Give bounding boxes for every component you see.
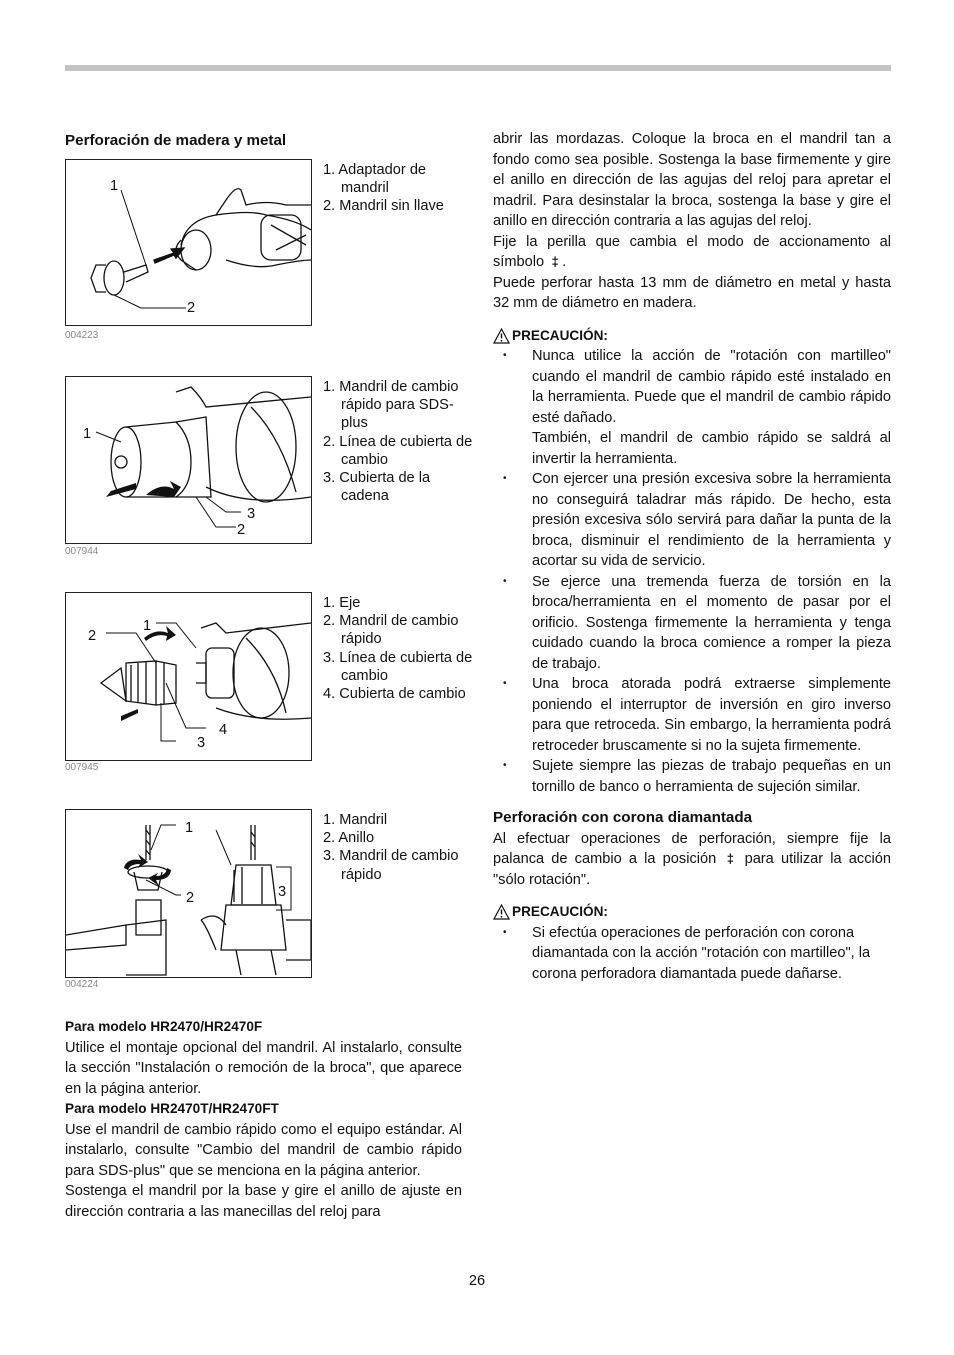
warning-triangle-icon — [493, 328, 510, 344]
callout-3: 3 — [278, 884, 287, 900]
figure-chuck-ring — [65, 809, 312, 978]
page-number: 26 — [468, 1273, 486, 1289]
list-item: • Con ejercer una presión excesiva sobre la herramienta no conseguirá taladrar más rápido. De hecho, esta presión excesiva sólo servirá para dañar la punta de la broca, disminuir el rendimiento de la herramienta y acortar su vida de servicio. — [503, 471, 891, 569]
figure-keyless-chuck — [65, 159, 312, 326]
callout-2: 2 — [237, 522, 246, 538]
drill-mode-symbol-icon: ‡ — [726, 851, 735, 866]
heading-drilling-wood-metal: Perforación de madera y metal — [65, 132, 287, 149]
caution-heading: PRECAUCIÓN: — [493, 326, 891, 347]
list-item: • Nunca utilice la acción de "rotación con martilleo" cuando el mandril de cambio rápido esté instalado en la herramienta. Puede que el mandril de cambio rápido esté dañado. También, el mandril de cambio rápido se saldrá al invertir la herramienta. — [503, 348, 891, 467]
figure-legend: 1. Adaptador de mandril 2. Mandril sin llave — [323, 162, 444, 215]
figure-code: 007944 — [65, 546, 99, 557]
list-item: • Una broca atorada podrá extraerse simplemente poniendo el interruptor de inversión en giro inverso para que retroceda. Sin embargo, la herramienta podrá retroceder bruscamente si no la sujeta firmemente. — [503, 676, 891, 754]
paragraph: Puede perforar hasta 13 mm de diámetro en metal y hasta 32 mm de diámetro en madera. — [493, 274, 891, 311]
paragraph-diamond: Al efectuar operaciones de perforación, siempre fije la palanca de cambio a la posición ‡ para utilizar la acción "sólo rotación". — [493, 830, 891, 888]
callout-2: 2 — [88, 628, 97, 644]
figure-code: 007945 — [65, 762, 99, 773]
figure-code: 004223 — [65, 330, 99, 341]
figure-legend: 1. Eje 2. Mandril de cambio rápido 3. Línea de cubierta de cambio 4. Cubierta de cambio — [323, 595, 473, 703]
list-item: • Se ejerce una tremenda fuerza de torsión en la broca/herramienta en el momento de pasar por el orificio. Sostenga firmemente la herramienta y tenga cuidado cuando la broca comience a romper la pieza de trabajo. — [503, 573, 891, 672]
paragraph-mode-symbol: Fije la perilla que cambia el modo de accionamento al símbolo ‡ . — [493, 232, 891, 273]
hold-text: Sostenga el mandril por la base y gire el anillo de ajuste en dirección contraria a las manecillas del reloj para — [65, 1183, 462, 1220]
callout-1: 1 — [110, 178, 119, 194]
callout-1: 1 — [83, 426, 92, 442]
callout-1: 1 — [143, 618, 152, 634]
model2-heading: Para modelo HR2470T/HR2470FT — [65, 1101, 279, 1116]
callout-3: 3 — [197, 735, 206, 751]
heading-diamond-core: Perforación con corona diamantada — [493, 809, 753, 826]
header-rule — [65, 65, 891, 71]
shaft-chuck-illustration — [66, 593, 311, 760]
callout-3: 3 — [247, 506, 256, 522]
warning-triangle-icon — [493, 904, 510, 920]
figure-shaft-chuck — [65, 592, 312, 761]
caution-heading: PRECAUCIÓN: — [493, 902, 891, 923]
callout-2: 2 — [186, 890, 195, 906]
list-item: • Sujete siempre las piezas de trabajo pequeñas en un tornillo de banco o herramienta de sujeción similar. — [503, 758, 891, 795]
callout-4: 4 — [219, 722, 228, 738]
drill-mode-symbol-icon: ‡ — [551, 254, 559, 269]
callout-1: 1 — [185, 820, 194, 836]
list-item: • Si efectúa operaciones de perforación con corona diamantada con la acción "rotación con martilleo", la corona perforadora diamantada puede dañarse. — [503, 924, 871, 982]
figure-quick-change-chuck — [65, 376, 312, 544]
model1-heading: Para modelo HR2470/HR2470F — [65, 1019, 263, 1034]
callout-2: 2 — [187, 300, 196, 316]
figure-legend: 1. Mandril de cambio rápido para SDS-plus 2. Línea de cubierta de cambio 3. Cubierta de la cadena — [323, 379, 473, 505]
model1-text: Utilice el montaje opcional del mandril. Al instalarlo, consulte la sección "Instalación o remoción de la broca", que aparece en la página anterior. — [65, 1039, 462, 1097]
left-text-block — [65, 1017, 462, 1222]
quick-change-illustration — [66, 377, 311, 543]
caution-list — [493, 923, 891, 985]
figure-code: 004224 — [65, 979, 99, 990]
caution-list — [493, 346, 891, 797]
figure-legend: 1. Mandril 2. Anillo 3. Mandril de cambio rápido — [323, 812, 459, 883]
paragraph: abrir las mordazas. Coloque la broca en el mandril tan a fondo como sea posible. Sostenga la base firmemente y gire el anillo en dirección de las agujas del reloj para apretar el madril. Para desinstalar la broca, sostenga la base y gire el anillo en dirección contraria a las agujas del reloj. — [493, 131, 891, 229]
right-text-block — [493, 129, 891, 984]
model2-text: Use el mandril de cambio rápido como el equipo estándar. Al instalarlo, consulte "Cambio del mandril de cambio rápido para SDS-plus" que se menciona en la página anterior. — [65, 1121, 462, 1179]
